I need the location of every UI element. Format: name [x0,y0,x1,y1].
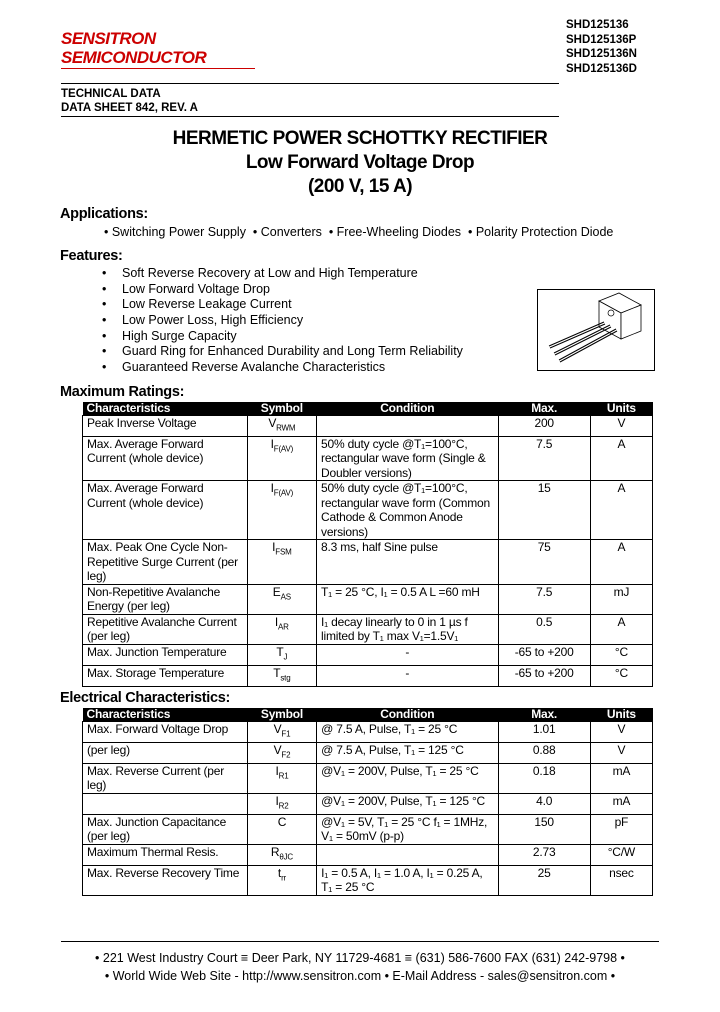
table-cell: 8.3 ms, half Sine pulse [317,540,499,585]
table-cell: A [590,436,652,481]
table-cell: 1.01 [498,722,590,743]
table-cell: Max. Junction Capacitance (per leg) [83,814,248,844]
column-header: Units [590,402,652,416]
table-cell: Repetitive Avalanche Current (per leg) [83,614,248,644]
table-cell: Max. Peak One Cycle Non-Repetitive Surge Current (per leg) [83,540,248,585]
table-cell: Maximum Thermal Resis. [83,844,248,865]
column-header: Condition [317,402,499,416]
footer-rule [61,941,659,942]
part-number-list [566,18,637,76]
table-cell: -65 to +200 [498,644,590,665]
column-header: Max. [498,402,590,416]
list-item: • Low Forward Voltage Drop [102,281,270,296]
table-cell: I₁ = 0.5 A, I₁ = 1.0 A, I₁ = 0.25 A, T₁ = 25 °C [317,865,498,895]
table-cell: @V₁ = 200V, Pulse, T₁ = 125 °C [317,793,498,814]
electrical-table [82,708,653,896]
symbol-cell: $I_{AR}$ [247,614,316,644]
table-row [83,614,653,644]
table-cell [317,416,499,437]
table-row [83,644,653,665]
company-logo-line1: SENSITRON [61,29,156,48]
max-ratings-heading: Maximum Ratings: [60,384,185,400]
column-header: Characteristics [83,708,248,722]
list-item: • Soft Reverse Recovery at Low and High Temperature [102,266,418,280]
table-row [83,416,653,437]
column-header: Symbol [247,708,316,722]
technical-data-label: TECHNICAL DATA [61,88,161,100]
footer-contact: • World Wide Web Site - http://www.sensitron.com • E-Mail Address - sales@sensitron.com • [104,969,616,983]
table-cell: T₁ = 25 °C, I₁ = 0.5 A L =60 mH [317,584,499,614]
features-heading: Features: [60,248,123,264]
column-header: Units [590,708,652,722]
applications-heading: Applications: [60,206,148,222]
table-cell: mA [590,763,652,793]
table-row [83,865,653,895]
table-cell [83,793,248,814]
table-cell: V [590,742,652,763]
table-cell: Max. Storage Temperature [83,665,248,686]
part-number: SHD125136D [566,62,637,75]
table-cell: Max. Average Forward Current (whole device) [83,481,248,540]
table-row [83,665,653,686]
table-cell: Non-Repetitive Avalanche Energy (per leg) [83,584,248,614]
page-rating: (200 V, 15 A) [307,176,413,197]
table-cell: 2.73 [498,844,590,865]
column-header: Characteristics [83,402,248,416]
symbol-cell: $V_{F1}$ [247,722,316,743]
package-diagram-image [537,289,655,371]
symbol-cell: $I_{FSM}$ [247,540,316,585]
table-cell: 75 [498,540,590,585]
column-header: Max. [498,708,590,722]
symbol-cell: $T_{stg}$ [247,665,316,686]
table-row [83,481,653,540]
symbol-cell: $I_{F(AV)}$ [247,436,316,481]
table-cell: pF [590,814,652,844]
list-item: • Low Power Loss, High Efficiency [102,313,304,328]
header-rule [61,83,559,84]
table-cell: 15 [498,481,590,540]
company-logo-line2: SEMICONDUCTOR [61,48,207,67]
table-header-row [83,708,653,722]
table-cell [317,844,498,865]
table-cell: - [317,644,499,665]
table-cell: 0.18 [498,763,590,793]
page-title: HERMETIC POWER SCHOTTKY RECTIFIER [172,128,548,149]
table-cell: Max. Average Forward Current (whole device) [83,436,248,481]
table-cell: @ 7.5 A, Pulse, T₁ = 125 °C [317,742,498,763]
table-cell: A [590,481,652,540]
footer-address: • 221 West Industry Court ≡ Deer Park, NY 11729-4681 ≡ (631) 586-7600 FAX (631) 242-9798 • [95,951,625,965]
table-cell: Max. Reverse Recovery Time [83,865,248,895]
table-cell: nsec [590,865,652,895]
list-item: • Low Reverse Leakage Current [102,297,292,312]
symbol-cell: $E_{AS}$ [247,584,316,614]
applications-list: • Switching Power Supply • Converters • Free-Wheeling Diodes • Polarity Protection Diode [104,225,614,239]
part-number: SHD125136N [566,48,637,60]
table-cell: °C/W [590,844,652,865]
table-row [83,722,653,743]
symbol-cell: C [247,814,316,844]
table-cell: I₁ decay linearly to 0 in 1 µs f limited by T₁ max V₁=1.5V₁ [317,614,499,644]
table-row [83,584,653,614]
column-header: Condition [317,708,498,722]
table-row [83,844,653,865]
table-cell: @ 7.5 A, Pulse, T₁ = 25 °C [317,722,498,743]
table-row [83,436,653,481]
part-number: SHD125136P [566,33,637,46]
table-cell: mJ [590,584,652,614]
symbol-cell: $I_{F(AV)}$ [247,481,316,540]
table-cell: V [590,722,652,743]
features-list [100,266,463,376]
list-item: • High Surge Capacity [102,328,237,343]
table-cell: 150 [498,814,590,844]
table-cell: -65 to +200 [498,665,590,686]
table-cell: 200 [498,416,590,437]
symbol-cell: $T_J$ [247,644,316,665]
table-cell: 50% duty cycle @T₁=100°C, rectangular wave form (Single & Doubler versions) [317,436,499,481]
column-header: Symbol [247,402,316,416]
table-cell: Max. Forward Voltage Drop [83,722,248,743]
logo-underline [61,68,255,69]
part-number: SHD125136 [566,19,629,31]
symbol-cell: $V_{RWM}$ [247,416,316,437]
table-cell: 50% duty cycle @T₁=100°C, rectangular wave form (Common Cathode & Common Anode versions) [317,481,499,540]
table-cell: mA [590,793,652,814]
table-cell: @V₁ = 200V, Pulse, T₁ = 25 °C [317,763,498,793]
symbol-cell: $I_{R2}$ [247,793,316,814]
table-cell: 0.88 [498,742,590,763]
table-cell: Max. Reverse Current (per leg) [83,763,248,793]
table-cell: °C [590,665,652,686]
table-cell: @V₁ = 5V, T₁ = 25 °C f₁ = 1MHz, V₁ = 50mV (p-p) [317,814,498,844]
table-cell: 0.5 [498,614,590,644]
table-row [83,742,653,763]
table-cell: 7.5 [498,584,590,614]
symbol-cell: $R_{\theta JC}$ [247,844,316,865]
list-item: • Guard Ring for Enhanced Durability and Long Term Reliability [102,344,463,359]
table-row [83,540,653,585]
symbol-cell: $I_{R1}$ [247,763,316,793]
table-row [83,814,653,844]
table-cell: A [590,614,652,644]
table-cell: - [317,665,499,686]
table-header-row [83,402,653,416]
table-cell: °C [590,644,652,665]
table-cell: (per leg) [83,742,248,763]
max-ratings-table [82,402,653,687]
list-item: • Guaranteed Reverse Avalanche Characteristics [102,360,386,375]
symbol-cell: $V_{F2}$ [247,742,316,763]
table-cell: 7.5 [498,436,590,481]
symbol-cell: $t_{rr}$ [247,865,316,895]
table-cell: Peak Inverse Voltage [83,416,248,437]
table-cell: 4.0 [498,793,590,814]
page-subtitle: Low Forward Voltage Drop [245,152,475,173]
electrical-heading: Electrical Characteristics: [60,690,231,706]
table-cell: A [590,540,652,585]
table-cell: Max. Junction Temperature [83,644,248,665]
data-sheet-label: DATA SHEET 842, REV. A [61,102,198,114]
table-row [83,793,653,814]
table-cell: V [590,416,652,437]
table-row [83,763,653,793]
table-cell: 25 [498,865,590,895]
header-rule-bottom [61,116,559,117]
